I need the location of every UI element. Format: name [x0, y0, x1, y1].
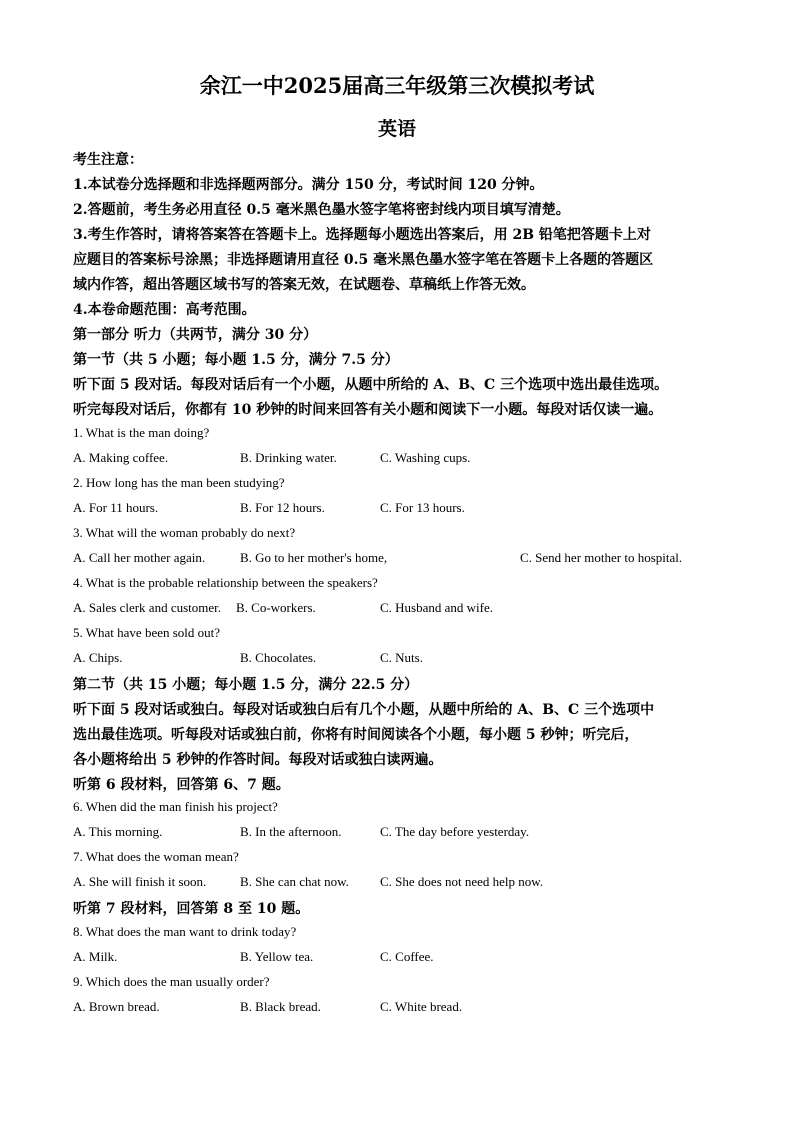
option-a: A. Milk.: [73, 949, 118, 964]
question-text: 2. How long has the man been studying?: [73, 475, 285, 490]
subject-title: 英语: [377, 118, 416, 140]
section-instructions: 各小题将给出 5 秒钟的作答时间。每段对话或独白读两遍。: [73, 752, 443, 768]
option-a: A. This morning.: [73, 824, 163, 839]
option-b: B. Chocolates.: [240, 650, 317, 665]
question-text: 8. What does the man want to drink today?: [73, 924, 297, 939]
question-text: 6. When did the man finish his project?: [73, 799, 278, 814]
material-heading: 听第 6 段材料，回答第 6、7 题。: [73, 777, 290, 793]
option-c: C. Washing cups.: [380, 450, 471, 465]
question-text: 7. What does the woman mean?: [73, 849, 239, 864]
question-text: 9. Which does the man usually order?: [73, 974, 270, 989]
option-a: A. Chips.: [73, 650, 123, 665]
notice-line: 4.本卷命题范围：高考范围。: [73, 302, 256, 318]
option-c: C. For 13 hours.: [380, 500, 465, 515]
notice-line: 2.答题前，考生务必用直径 0.5 毫米黑色墨水签字笔将密封线内项目填写清楚。: [73, 202, 570, 218]
notice-line: 应题目的答案标号涂黑；非选择题请用直径 0.5 毫米黑色墨水签字笔在答题卡上各题的答题区: [73, 252, 654, 268]
exam-title: 余江一中2025届高三年级第三次模拟考试: [199, 73, 595, 98]
option-b: B. Black bread.: [240, 999, 321, 1014]
option-c: C. She does not need help now.: [380, 874, 544, 889]
option-a: A. Sales clerk and customer.: [73, 600, 222, 615]
option-a: A. Call her mother again.: [73, 550, 206, 565]
option-c: C. Nuts.: [380, 650, 423, 665]
option-a: A. Making coffee.: [73, 450, 169, 465]
option-c: C. Husband and wife.: [380, 600, 494, 615]
notice-line: 3.考生作答时，请将答案答在答题卡上。选择题每小题选出答案后，用 2B 铅笔把答题卡上对: [73, 227, 651, 243]
option-b: B. In the afternoon.: [240, 824, 342, 839]
notice-line: 1.本试卷分选择题和非选择题两部分。满分 150 分，考试时间 120 分钟。: [73, 177, 544, 193]
option-c: C. White bread.: [380, 999, 463, 1014]
option-b: B. She can chat now.: [240, 874, 349, 889]
question-text: 4. What is the probable relationship between the speakers?: [73, 575, 378, 590]
notice-line: 域内作答，超出答题区域书写的答案无效，在试题卷、草稿纸上作答无效。: [73, 277, 535, 293]
option-b: B. Yellow tea.: [240, 949, 314, 964]
option-a: A. She will finish it soon.: [73, 874, 207, 889]
notice-heading: 考生注意：: [73, 152, 143, 168]
section-heading: 第一节（共 5 小题；每小题 1.5 分，满分 7.5 分）: [73, 352, 399, 368]
option-b: B. Co-workers.: [236, 600, 316, 615]
section-instructions: 听完每段对话后，你都有 10 秒钟的时间来回答有关小题和阅读下一小题。每段对话仅读一遍。: [73, 402, 663, 418]
section-heading: 第二节（共 15 小题；每小题 1.5 分，满分 22.5 分）: [73, 677, 419, 693]
option-c: C. Send her mother to hospital.: [520, 550, 683, 565]
part-heading: 第一部分 听力（共两节，满分 30 分）: [73, 327, 318, 343]
option-b: B. Drinking water.: [240, 450, 337, 465]
question-text: 3. What will the woman probably do next?: [73, 525, 296, 540]
option-a: A. Brown bread.: [73, 999, 160, 1014]
section-instructions: 选出最佳选项。听每段对话或独白前，你将有时间阅读各个小题，每小题 5 秒钟；听完后，: [73, 727, 639, 743]
question-text: 1. What is the man doing?: [73, 425, 210, 440]
material-heading: 听第 7 段材料，回答第 8 至 10 题。: [73, 901, 310, 917]
option-a: A. For 11 hours.: [73, 500, 159, 515]
option-c: C. Coffee.: [380, 949, 434, 964]
option-b: B. For 12 hours.: [240, 500, 325, 515]
section-instructions: 听下面 5 段对话。每段对话后有一个小题，从题中所给的 A、B、C 三个选项中选出最佳选项。: [73, 377, 669, 393]
section-instructions: 听下面 5 段对话或独白。每段对话或独白后有几个小题，从题中所给的 A、B、C 三个选项中: [73, 702, 655, 718]
question-text: 5. What have been sold out?: [73, 625, 221, 640]
option-b: B. Go to her mother's home,: [240, 550, 388, 565]
option-c: C. The day before yesterday.: [380, 824, 530, 839]
